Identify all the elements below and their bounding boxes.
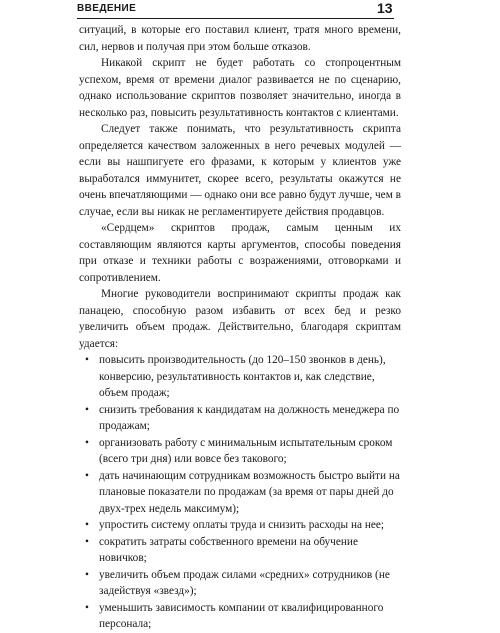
bullet-marker: •: [85, 354, 89, 366]
paragraph: Следует также понимать, что результативность скрипта определяется качеством заложенных в него речевых модулей — если вы нашпигуете его фразами, к которым у клиентов уже выработался иммунитет, скорее всего, результаты окажутся не очень впечатляющими — однако они все равно будут лучше, чем в случае, если вы никак не регламентируете действия продавцов.: [79, 123, 401, 218]
bullet-marker: •: [85, 568, 89, 581]
list-item-text: снизить требования к кандидатам на должность менеджера по продажам;: [99, 403, 400, 432]
list-item: [79, 352, 401, 402]
bullet-marker: •: [85, 601, 89, 614]
list-item: [79, 567, 401, 600]
list-item-text: повысить производительность (до 120–150 звонков в день), конверсию, результативность контактов и, как следствие, объем продаж;: [99, 354, 386, 399]
body-text: [79, 22, 401, 633]
list-item: [79, 402, 401, 435]
list-item-text: сократить затраты собственного времени на обучение новичков;: [99, 535, 358, 564]
list-item: [79, 534, 401, 567]
list-item: [79, 468, 401, 518]
list-item: [79, 600, 401, 633]
bullet-list: [79, 352, 401, 633]
paragraph: Никакой скрипт не будет работать со стопроцентным успехом, время от времени диалог развивается не по сценарию, однако использование скриптов позволяет значительно, иногда в несколько раз, повысить результативность контактов с клиентами.: [79, 57, 401, 119]
bullet-marker: •: [85, 469, 89, 482]
list-item-text: дать начинающим сотрудникам возможность быстро выйти на плановые показатели по продажам (за время от пары дней до двух-трех недель максимум);: [99, 469, 400, 515]
paragraph: Многие руководители воспринимают скрипты продаж как панацею, способную разом избавить от всех бед и резко увеличить объем продаж. Действительно, благодаря скриптам удается:: [79, 288, 401, 350]
section-label: ВВЕДЕНИЕ: [77, 3, 137, 14]
list-item-text: организовать работу с минимальным испытательным сроком (всего три дня) или вовсе без такового;: [99, 436, 393, 465]
bullet-marker: •: [85, 535, 89, 548]
page-number: 13: [377, 0, 393, 16]
running-header: [0, 0, 500, 19]
bullet-marker: •: [85, 403, 89, 416]
bullet-marker: •: [85, 436, 89, 449]
paragraph: «Сердцем» скриптов продаж, самым ценным их составляющим являются карты аргументов, способы поведения при отказе и техники работы с возражениями, отговорками и сопротивлением.: [79, 222, 401, 284]
header-rule: [77, 18, 394, 19]
list-item-text: упростить систему оплаты труда и снизить расходы на нее;: [99, 519, 385, 531]
list-item: [79, 517, 401, 534]
bullet-marker: •: [85, 519, 89, 531]
list-item: [79, 435, 401, 468]
list-item-text: увеличить объем продаж силами «средних» сотрудников (не задействуя «звезд»);: [99, 568, 390, 597]
paragraph: ситуаций, в которые его поставил клиент, тратя много времени, сил, нервов и получая при этом больше отказов.: [79, 24, 401, 53]
list-item-text: уменьшить зависимость компании от квалифицированного персонала;: [99, 601, 384, 630]
